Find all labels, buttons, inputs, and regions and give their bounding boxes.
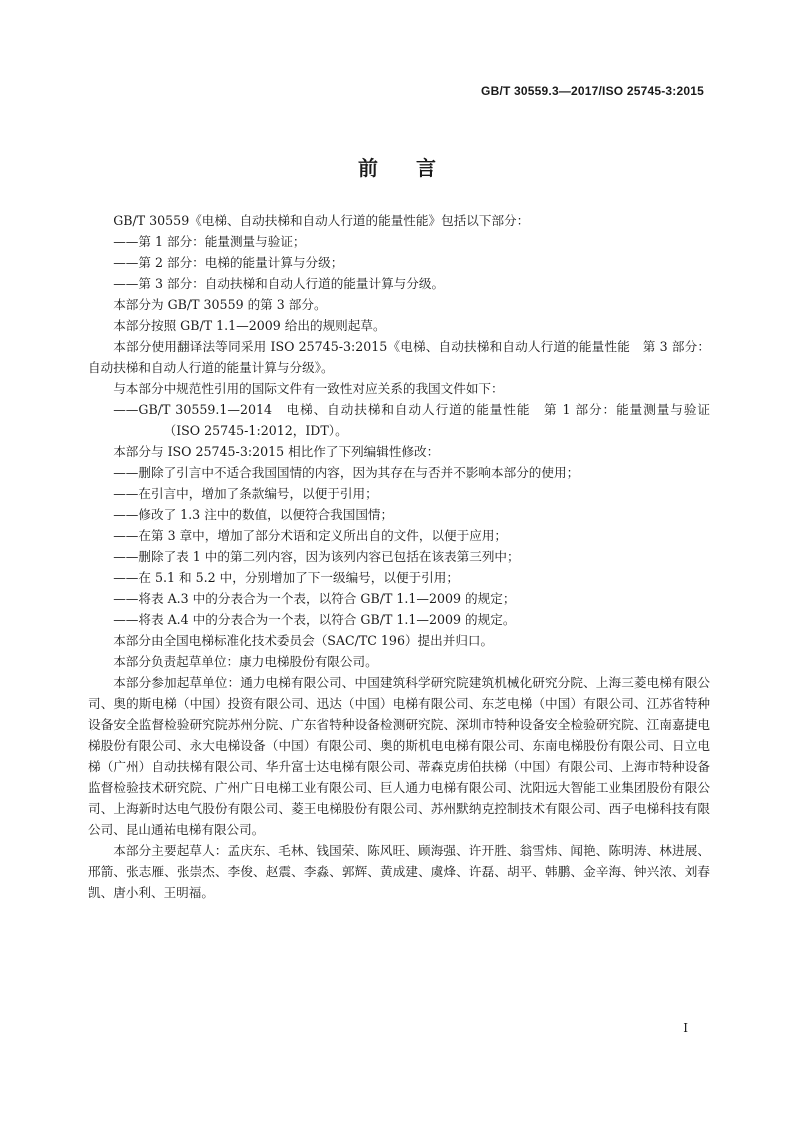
list-item-change-4: ——在第 3 章中，增加了部分术语和定义所出自的文件，以便于应用； <box>113 528 508 543</box>
paragraph-participating-units: 本部分参加起草单位：通力电梯有限公司、中国建筑科学研究院建筑机械化研究分院、上海三菱电梯有限公司、奥的斯电梯（中国）投资有限公司、迅达（中国）电梯有限公司、东芝电梯（中国）有限公司、江苏省特种设备安全监督检验研究院苏州分院、广东省特种设备检测研究院、深圳市特种设备安全检验研究院、江南嘉捷电梯股份有限公司、永大电梯设备（中国）有限公司、奥的斯机电电梯有限公司、东南电梯股份有限公司、日立电梯（广州）自动扶梯有限公司、华升富士达电梯有限公司、蒂森克虏伯扶梯（中国）有限公司、上海市特种设备监督检验技术研究院、广州广日电梯工业有限公司、巨人通力电梯有限公司、沈阳远大智能工业集团股份有限公司、上海新时达电气股份有限公司、菱王电梯股份有限公司、苏州默纳克控制技术有限公司、西子电梯科技有限公司、昆山通祐电梯有限公司。 <box>88 675 710 837</box>
list-item-change-8: ——将表 A.4 中的分表合为一个表，以符合 GB/T 1.1—2009 的规定。 <box>113 612 516 627</box>
paragraph-main-drafters: 本部分主要起草人：孟庆东、毛林、钱国荣、陈风旺、顾海强、许开胜、翁雪炜、闻艳、陈明涛、林进展、邢箭、张志雁、张崇杰、李俊、赵震、李淼、郭辉、黄成建、虞烽、许磊、胡平、韩鹏、金辛海、钟兴浓、刘春凯、唐小利、王明福。 <box>88 843 710 900</box>
paragraph-editorial-changes: 本部分与 ISO 25745-3:2015 相比作了下列编辑性修改： <box>113 444 440 459</box>
list-item-change-2: ——在引言中，增加了条款编号，以便于引用； <box>113 486 378 501</box>
list-item-reference: ——GB/T 30559.1—2014 电梯、自动扶梯和自动人行道的能量性能 第 1 部分：能量测量与验证（ISO 25745-1:2012，IDT）。 <box>113 402 710 438</box>
list-item-change-7: ——将表 A.3 中的分表合为一个表，以符合 GB/T 1.1—2009 的规定； <box>113 591 516 606</box>
paragraph-intro: GB/T 30559《电梯、自动扶梯和自动人行道的能量性能》包括以下部分： <box>113 213 530 228</box>
list-item-change-5: ——删除了表 1 中的第二列内容，因为该列内容已包括在该表第三列中； <box>113 549 520 564</box>
list-item-part-2: ——第 2 部分：电梯的能量计算与分级； <box>113 255 344 270</box>
foreword-body <box>88 210 710 903</box>
paragraph-responsible-unit: 本部分负责起草单位：康力电梯股份有限公司。 <box>113 654 378 669</box>
standard-code-header: GB/T 30559.3—2017/ISO 25745-3:2015 <box>481 84 704 98</box>
page-title: 前言 <box>358 156 474 180</box>
list-item-part-3: ——第 3 部分：自动扶梯和自动人行道的能量计算与分级。 <box>113 276 445 291</box>
paragraph-normative-references: 与本部分中规范性引用的国际文件有一致性对应关系的我国文件如下： <box>113 381 504 396</box>
list-item-part-1: ——第 1 部分：能量测量与验证； <box>113 234 306 249</box>
list-item-change-3: ——修改了 1.3 注中的数值，以便符合我国国情； <box>113 507 394 522</box>
list-item-change-6: ——在 5.1 和 5.2 中，分别增加了下一级编号，以便于引用； <box>113 570 459 585</box>
paragraph-scope: 本部分为 GB/T 30559 的第 3 部分。 <box>113 297 327 312</box>
paragraph-proposer: 本部分由全国电梯标准化技术委员会（SAC/TC 196）提出并归口。 <box>113 633 494 648</box>
paragraph-adoption: 本部分使用翻译法等同采用 ISO 25745-3:2015《电梯、自动扶梯和自动人行道的能量性能 第 3 部分：自动扶梯和自动人行道的能量计算与分级》。 <box>88 339 710 375</box>
paragraph-drafting-rules: 本部分按照 GB/T 1.1—2009 给出的规则起草。 <box>113 318 386 333</box>
page-number: I <box>683 1021 688 1035</box>
list-item-change-1: ——删除了引言中不适合我国国情的内容，因为其存在与否并不影响本部分的使用； <box>113 465 580 480</box>
